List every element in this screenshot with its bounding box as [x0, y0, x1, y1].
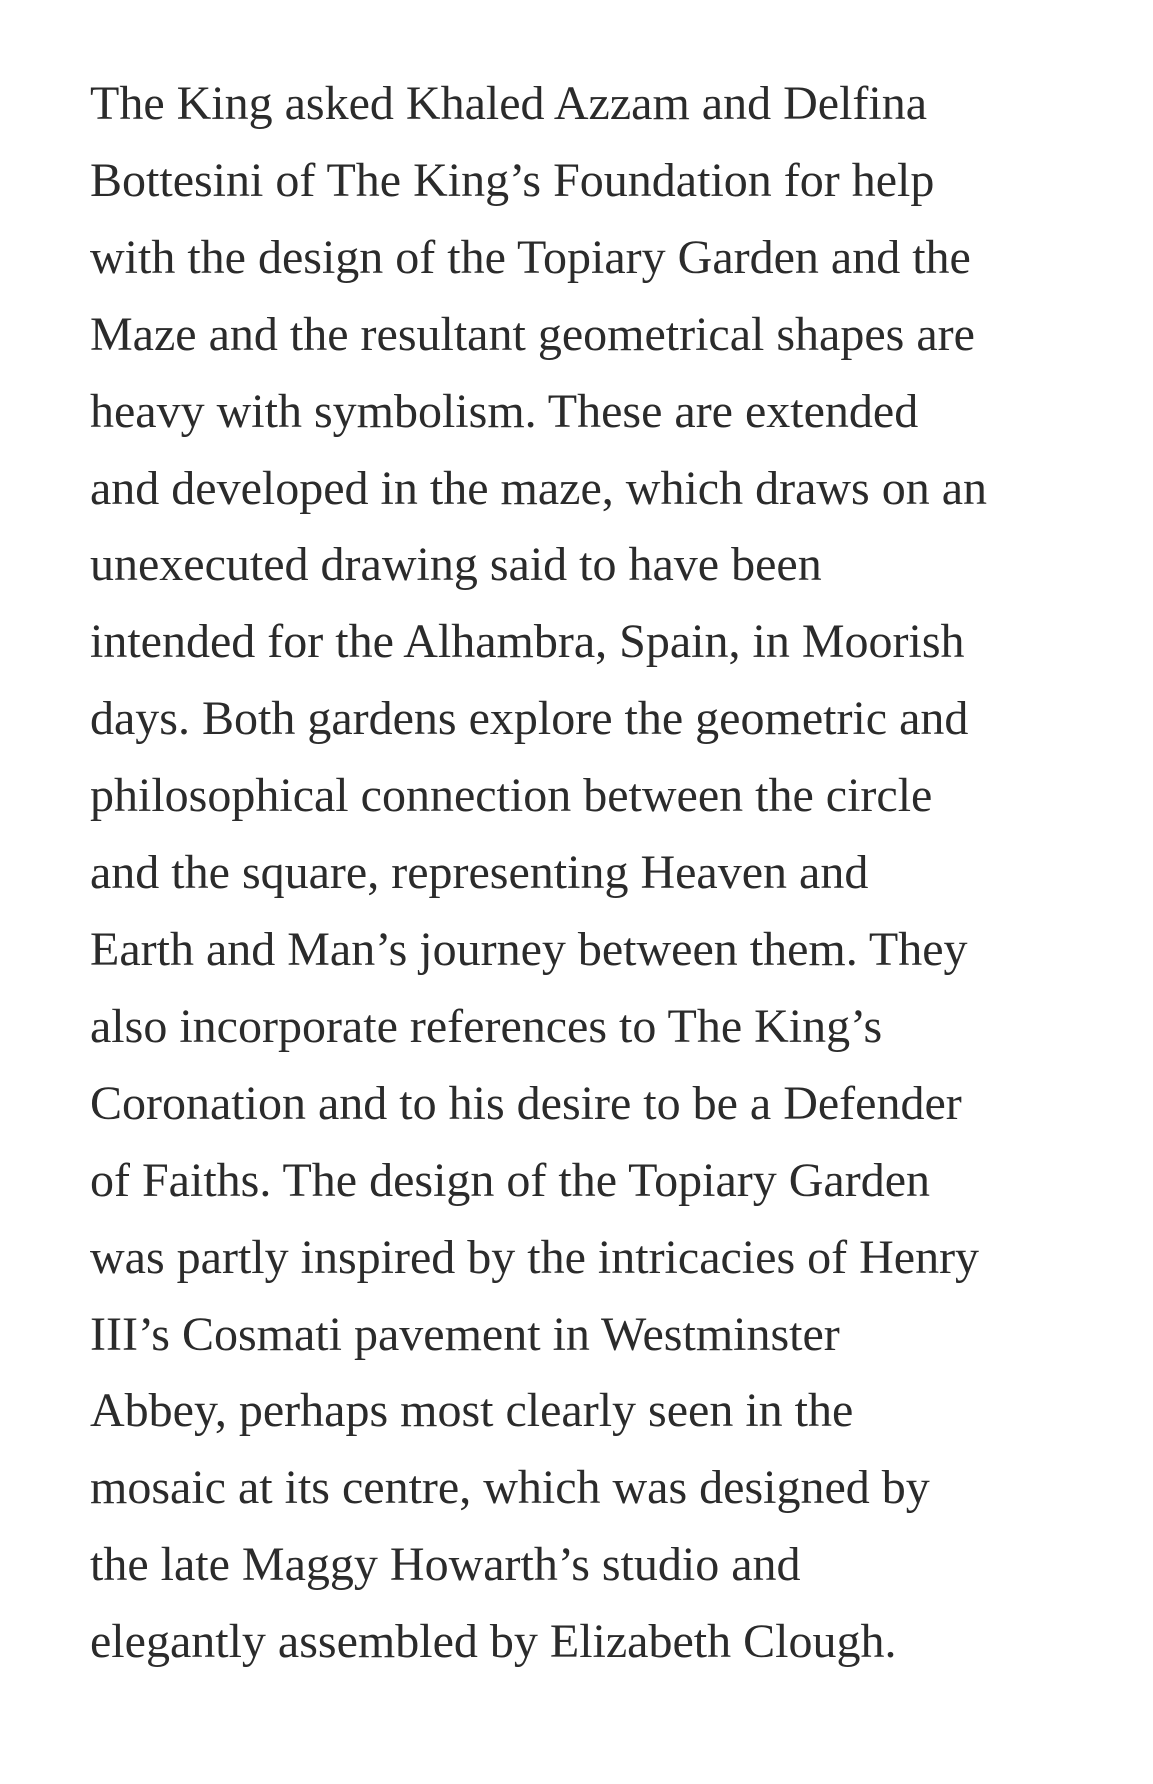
paragraph-line: and the square, representing Heaven and — [90, 846, 869, 900]
paragraph-line: Bottesini of The King’s Foundation for help — [90, 153, 935, 207]
paragraph-line: of Faiths. The design of the Topiary Garden — [90, 1153, 931, 1207]
paragraph-line: Maze and the resultant geometrical shapes are — [90, 307, 975, 361]
paragraph-line: The King asked Khaled Azzam and Delfina — [90, 77, 928, 130]
body-paragraph — [90, 66, 1090, 1681]
paragraph-line: unexecuted drawing said to have been — [90, 538, 822, 592]
paragraph-line: days. Both gardens explore the geometric and — [90, 692, 969, 746]
paragraph-line: also incorporate references to The King’s — [90, 999, 883, 1053]
paragraph-line: with the design of the Topiary Garden and the — [90, 230, 971, 284]
paragraph-line: philosophical connection between the circle — [90, 769, 933, 823]
paragraph-line: III’s Cosmati pavement in Westminster — [90, 1307, 840, 1361]
paragraph-line: and developed in the maze, which draws on an — [90, 461, 988, 515]
paragraph-line: mosaic at its centre, which was designed by — [90, 1461, 930, 1515]
paragraph-line: the late Maggy Howarth’s studio and — [90, 1538, 801, 1592]
paragraph-line: intended for the Alhambra, Spain, in Moorish — [90, 615, 965, 669]
paragraph-line: Abbey, perhaps most clearly seen in the — [90, 1384, 854, 1438]
paragraph-line: was partly inspired by the intricacies of Henry — [90, 1230, 980, 1284]
paragraph-line: heavy with symbolism. These are extended — [90, 384, 919, 438]
paragraph-line: elegantly assembled by Elizabeth Clough. — [90, 1615, 897, 1669]
paragraph-line: Earth and Man’s journey between them. They — [90, 922, 968, 976]
paragraph-line: Coronation and to his desire to be a Defender — [90, 1076, 962, 1130]
